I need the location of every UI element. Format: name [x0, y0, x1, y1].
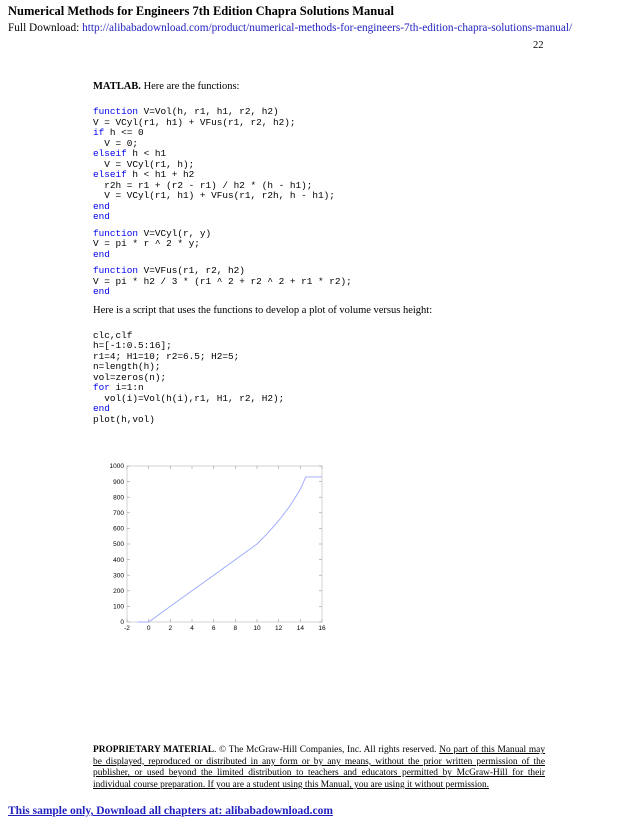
x-tick-label: 16	[318, 625, 326, 632]
copyright-text: . © The McGraw-Hill Companies, Inc. All rights reserved.	[213, 745, 440, 755]
permission-notice: No part of this Manual may be displayed, reproduced or distributed in any form or by any means, without the prior written permission of the publisher, or used beyond the limited distribution to teachers and educators permitted by McGraw-Hill for their individual course preparation. If you are a student using this Manual, you are using it without permission.	[93, 745, 546, 791]
code-line	[93, 106, 279, 117]
function-block-2	[93, 229, 553, 261]
code-line	[93, 190, 335, 201]
x-tick-label: 10	[253, 625, 261, 632]
plot-frame	[127, 466, 322, 622]
intro-bold: MATLAB.	[93, 81, 141, 92]
code-keyword: elseif	[93, 148, 127, 159]
code-keyword: end	[93, 211, 110, 222]
x-tick-label: 0	[146, 625, 151, 632]
code-line	[93, 148, 166, 159]
code-keyword: elseif	[93, 169, 127, 180]
code-text: h <= 0	[104, 127, 144, 138]
function-code	[93, 107, 553, 298]
code-keyword: end	[93, 248, 110, 260]
code-line	[93, 159, 194, 170]
chart-svg	[100, 458, 340, 638]
download-line	[8, 22, 572, 34]
code-text: n=length(h);	[93, 361, 161, 372]
code-line	[93, 414, 155, 425]
y-tick-label: 800	[113, 494, 124, 502]
code-text: r2h = r1 + (r2 - r1) / h2 * (h - h1);	[93, 179, 313, 191]
download-label: Full Download:	[8, 22, 80, 34]
code-line	[93, 361, 161, 372]
code-line	[93, 382, 144, 393]
download-all-link[interactable]: This sample only, Download all chapters at: alibabadownload.com	[8, 805, 333, 817]
code-text: r1=4; H1=10; r2=6.5; H2=5;	[93, 350, 240, 362]
code-line	[93, 265, 245, 276]
code-text: i=1:n	[109, 382, 144, 393]
volume-series-line	[138, 477, 322, 622]
code-line	[93, 127, 144, 138]
code-line	[93, 228, 211, 239]
proprietary-notice	[93, 745, 545, 792]
y-tick-label: 200	[113, 588, 124, 595]
intro-paragraph	[93, 80, 553, 93]
code-keyword: function	[93, 106, 139, 117]
x-tick-label: -2	[124, 625, 130, 632]
y-tick-label: 1000	[109, 463, 124, 471]
code-text: vol=zeros(n);	[93, 371, 167, 383]
code-line	[93, 403, 110, 414]
code-line	[93, 351, 239, 362]
code-keyword: end	[93, 200, 110, 212]
code-line	[93, 211, 110, 222]
x-tick-label: 12	[275, 625, 283, 632]
x-tick-label: 2	[168, 625, 173, 632]
code-text: V = VCyl(r1, h1) + VFus(r1, r2, h2);	[93, 116, 296, 128]
code-text: V = 0;	[93, 137, 139, 149]
code-text: vol(i)=Vol(h(i),r1, H1, r2, H2);	[93, 392, 285, 404]
code-text: V = VCyl(r1, h1) + VFus(r1, r2h, h - h1);	[93, 190, 335, 201]
proprietary-label: PROPRIETARY MATERIAL	[93, 745, 214, 755]
script-intro: Here is a script that uses the functions to develop a plot of volume versus height:	[93, 304, 433, 316]
code-line	[93, 180, 312, 191]
function-block-1	[93, 107, 553, 223]
code-text: V = pi * r ^ 2 * y;	[93, 238, 200, 249]
code-line	[93, 330, 132, 341]
x-tick-label: 14	[296, 625, 304, 632]
x-tick-label: 4	[190, 625, 194, 632]
code-keyword: function	[93, 227, 139, 239]
page-number: 22	[533, 40, 544, 51]
code-text: V=VCyl(r, y)	[138, 227, 212, 239]
code-line	[93, 117, 296, 128]
code-text: h=[-1:0.5:16];	[93, 340, 172, 351]
code-text: clc,clf	[93, 329, 133, 341]
code-line	[93, 372, 166, 383]
code-text: V=VFus(r1, r2, h2)	[138, 265, 245, 276]
code-text: V=Vol(h, r1, h1, r2, h2)	[138, 106, 279, 117]
y-tick-label: 500	[113, 541, 124, 549]
x-tick-label: 8	[233, 625, 238, 632]
code-text: h < h1 + h2	[126, 169, 195, 180]
code-line	[93, 249, 110, 260]
script-code	[93, 331, 553, 426]
code-line	[93, 393, 284, 404]
script-block	[93, 331, 553, 426]
code-keyword: function	[93, 265, 139, 276]
y-tick-label: 400	[113, 556, 124, 564]
code-keyword: end	[93, 286, 110, 297]
document-title: Numerical Methods for Engineers 7th Edition Chapra Solutions Manual	[8, 4, 394, 18]
code-text: h < h1	[126, 148, 167, 159]
y-tick-label: 100	[113, 603, 124, 611]
code-line	[93, 276, 352, 287]
function-block-3	[93, 266, 553, 298]
volume-height-chart	[100, 458, 340, 638]
code-text: V = pi * h2 / 3 * (r1 ^ 2 + r2 ^ 2 + r1 * r2);	[93, 275, 352, 287]
code-line	[93, 169, 194, 180]
code-keyword: end	[93, 403, 110, 414]
code-keyword: for	[93, 382, 110, 393]
y-tick-label: 600	[113, 525, 124, 533]
code-text: plot(h,vol)	[93, 413, 155, 425]
code-line	[93, 238, 200, 249]
code-line	[93, 138, 138, 149]
x-tick-label: 6	[211, 625, 216, 632]
intro-text: Here are the functions:	[140, 81, 240, 92]
y-tick-label: 900	[113, 478, 124, 486]
y-tick-label: 0	[120, 619, 124, 627]
code-text: V = VCyl(r1, h);	[93, 158, 195, 170]
download-url-link[interactable]: http://alibabadownload.com/product/numerical-methods-for-engineers-7th-edition-chapra-solutions-manual/	[82, 22, 573, 34]
code-line	[93, 201, 110, 212]
y-tick-label: 700	[113, 510, 124, 517]
code-keyword: if	[93, 127, 105, 138]
page-content	[93, 80, 553, 431]
code-line	[93, 340, 172, 351]
code-line	[93, 286, 110, 297]
y-tick-label: 300	[113, 572, 124, 580]
